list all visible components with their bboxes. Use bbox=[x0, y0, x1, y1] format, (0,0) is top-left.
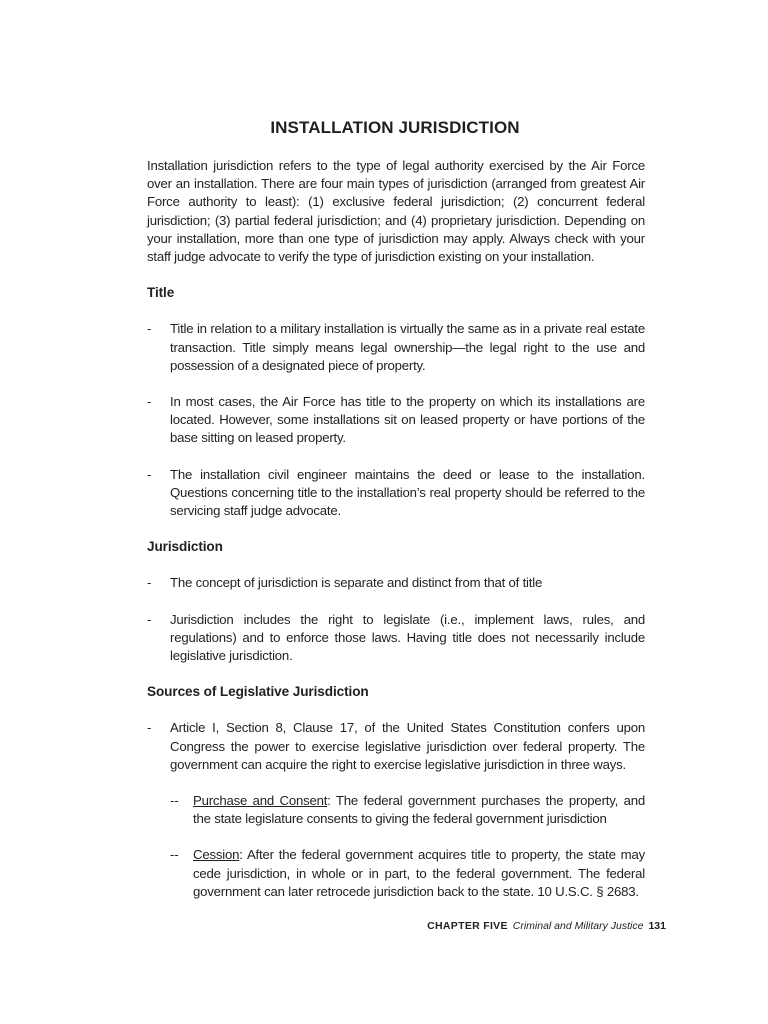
bullet-dash: - bbox=[147, 611, 152, 627]
list-item bbox=[147, 466, 645, 521]
term-purchase-and-consent: Purchase and Consent bbox=[193, 793, 328, 809]
page-title: INSTALLATION JURISDICTION bbox=[270, 118, 520, 137]
list-item bbox=[147, 719, 645, 774]
list-item-text: Article I, Section 8, Clause 17, of the United States Constitution confers upon Congress the power to exercise legislative jurisdiction over federal property. The government can acquire the right to exercise legislative jurisdiction in three ways. bbox=[170, 720, 645, 772]
intro-paragraph: Installation jurisdiction refers to the type of legal authority exercised by the Air Force over an installation. There are four main types of jurisdiction (arranged from greatest Air Force authority to least): (1) exclusive federal jurisdiction; (2) concurrent federal jurisdiction; (3) partial federal jurisdiction; and (4) proprietary jurisdiction. Depending on your installation, more than one type of jurisdiction may apply. Always check with your staff judge advocate to verify the type of jurisdiction existing on your installation. bbox=[147, 158, 645, 265]
sub-list-item-text: : The federal government purchases the property, and the state legislature consents to giving the federal government jurisdiction bbox=[193, 793, 645, 827]
bullet-dash: - bbox=[147, 394, 152, 410]
page-footer bbox=[427, 920, 666, 932]
term-cession: Cession bbox=[193, 847, 240, 863]
sub-list-item bbox=[147, 792, 645, 828]
list-item bbox=[147, 320, 645, 375]
footer-subtitle: Criminal and Military Justice bbox=[512, 920, 644, 932]
sub-list-item bbox=[147, 846, 645, 901]
section-heading-jurisdiction: Jurisdiction bbox=[147, 539, 223, 555]
list-item-text: The concept of jurisdiction is separate and distinct from that of title bbox=[170, 575, 543, 591]
sub-bullet-dash: -- bbox=[170, 793, 179, 809]
footer-chapter: CHAPTER FIVE bbox=[427, 920, 508, 932]
section-heading-title: Title bbox=[147, 285, 175, 301]
bullet-dash: - bbox=[147, 720, 152, 736]
list-item-text: Jurisdiction includes the right to legislate (i.e., implement laws, rules, and regulations) and to enforce those laws. Having title does not necessarily include legislative jurisdiction. bbox=[170, 611, 645, 664]
bullet-dash: - bbox=[147, 321, 152, 337]
page-number: 131 bbox=[648, 920, 666, 932]
list-item bbox=[147, 611, 645, 666]
document-body bbox=[147, 157, 645, 919]
list-item bbox=[147, 574, 645, 592]
bullet-dash: - bbox=[147, 466, 152, 482]
sub-bullet-dash: -- bbox=[170, 847, 179, 863]
list-item-text: In most cases, the Air Force has title to the property on which its installations are located. However, some installations sit on leased property or have portions of the base sitting on leased property. bbox=[170, 394, 645, 446]
sub-list-item-text: : After the federal government acquires title to property, the state may cede jurisdiction, in whole or in part, to the federal government. The federal government can later retrocede jurisdiction back to the state. 10 U.S.C. § 2683. bbox=[193, 847, 645, 899]
section-heading-sources: Sources of Legislative Jurisdiction bbox=[147, 684, 369, 700]
list-item bbox=[147, 393, 645, 448]
list-item-text: The installation civil engineer maintains the deed or lease to the installation. Questions concerning title to the installation’s real property should be referred to the servicing staff judge advocate. bbox=[170, 466, 645, 519]
bullet-dash: - bbox=[147, 575, 152, 591]
list-item-text: Title in relation to a military installation is virtually the same as in a private real estate transaction. Title simply means legal ownership—the legal right to the use and possession of a designated piece of property. bbox=[170, 321, 645, 373]
